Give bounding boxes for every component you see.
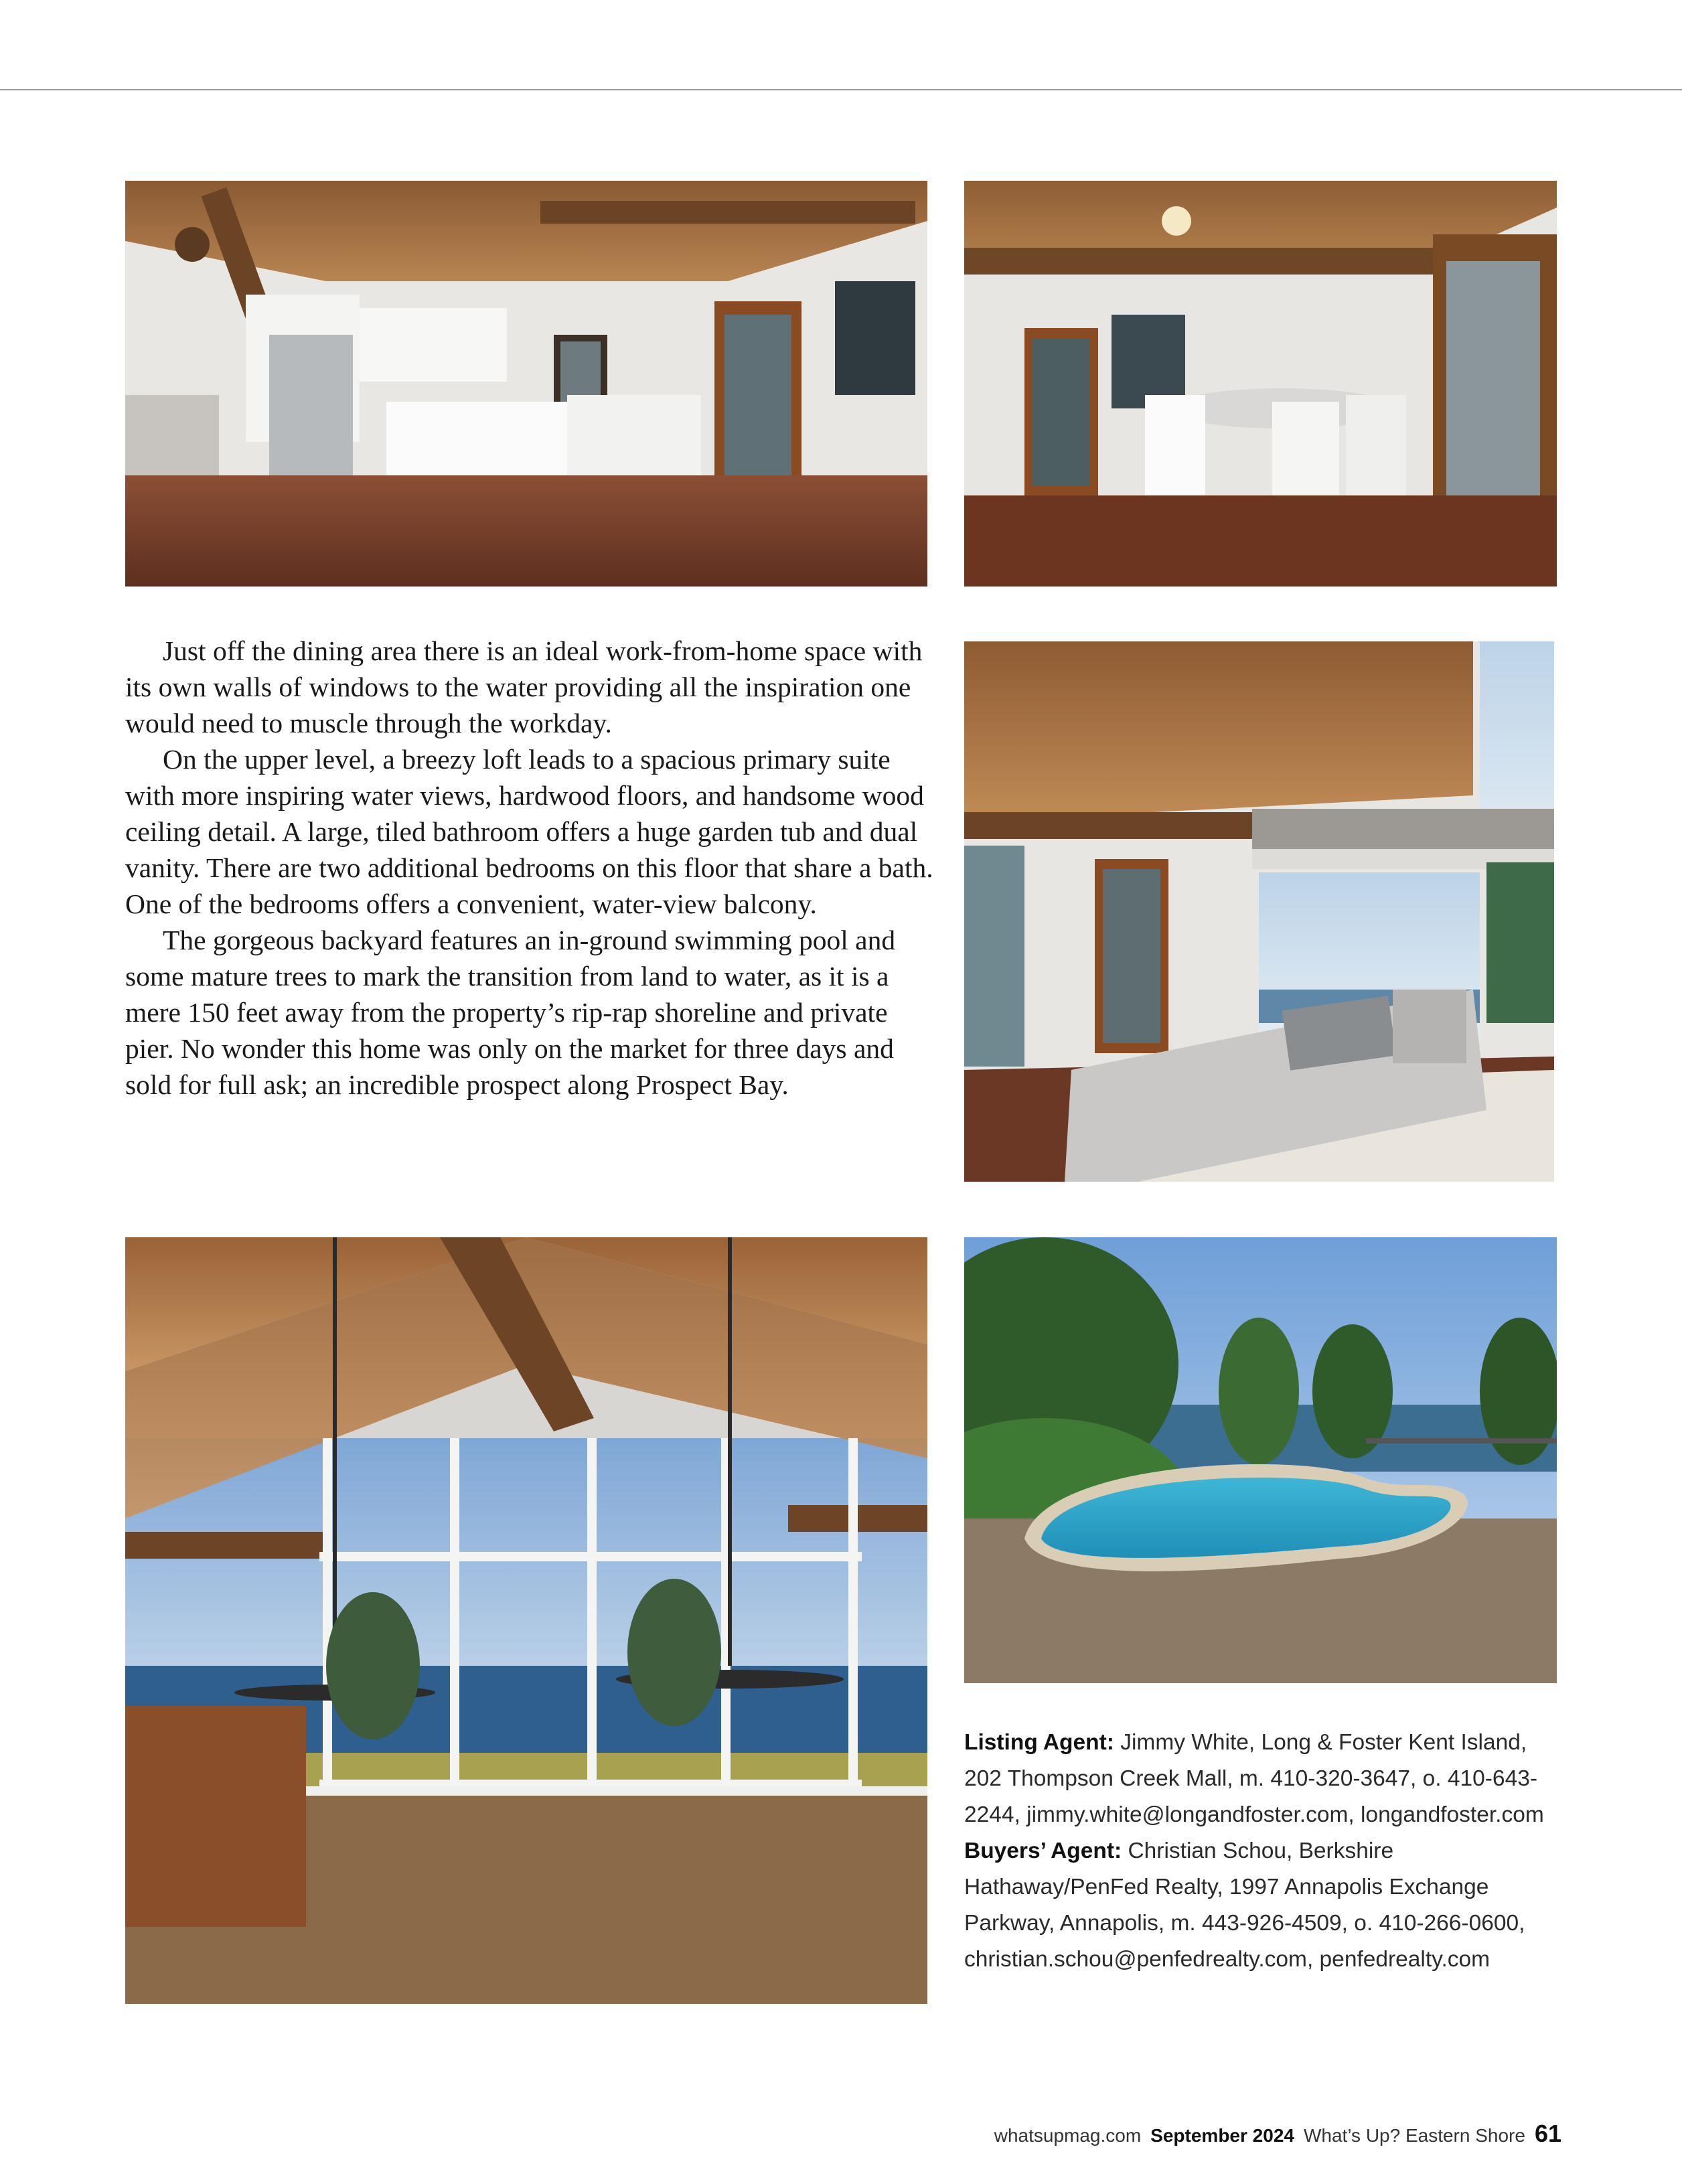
living-room-photo (964, 641, 1554, 1182)
footer-issue: September 2024 (1150, 2125, 1294, 2146)
kitchen-photo (125, 181, 927, 587)
listing-agent-label: Listing Agent: (964, 1730, 1114, 1755)
article-paragraph: The gorgeous backyard features an in-ground swimming pool and some mature trees to mark the transition from land to water, as it is a mere 150 feet away from the property’s rip-rap shoreline and private pier. No wonder this home was only on the market for three days and sold for full ask; an incredible prospect along Prospect Bay. (125, 925, 896, 1100)
sunroom-photo (125, 1237, 927, 2004)
top-rule (0, 89, 1682, 90)
article-paragraph: Just off the dining area there is an ideal work-from-home space with its own walls of windows to the water providing all the inspiration one would need to muscle through the workday. (125, 635, 923, 738)
listing-agent-text: Jimmy White, Long & Foster Kent Island, 202 Thompson Creek Mall, m. 410-320-3647, o. 410-643-2244, jimmy.white@longandfoster.com, longandfoster.com (964, 1730, 1544, 1827)
article-paragraph: On the upper level, a breezy loft leads to a spacious primary suite with more inspiring water views, hardwood floors, and handsome wood ceiling detail. A large, tiled bathroom offers a huge garden tub and dual vanity. There are two additional bedrooms on this floor that share a bath. One of the bedrooms offers a convenient, water-view balcony. (125, 744, 933, 919)
buyers-agent-text: Christian Schou, Berkshire Hathaway/PenFed Realty, 1997 Annapolis Exchange Parkway, Annapolis, m. 443-926-4509, o. 410-266-0600, christian.schou@penfedrealty.com, penfedrealty.com (964, 1839, 1525, 1972)
article-body (125, 633, 935, 1103)
agent-credits (964, 1725, 1553, 1978)
buyers-agent-label: Buyers’ Agent: (964, 1839, 1122, 1863)
dining-photo (964, 181, 1557, 587)
page-footer (994, 2120, 1561, 2148)
page-number: 61 (1534, 2120, 1561, 2147)
pool-photo (964, 1237, 1557, 1683)
footer-site: whatsupmag.com (994, 2125, 1142, 2146)
footer-publication: What’s Up? Eastern Shore (1303, 2125, 1525, 2146)
